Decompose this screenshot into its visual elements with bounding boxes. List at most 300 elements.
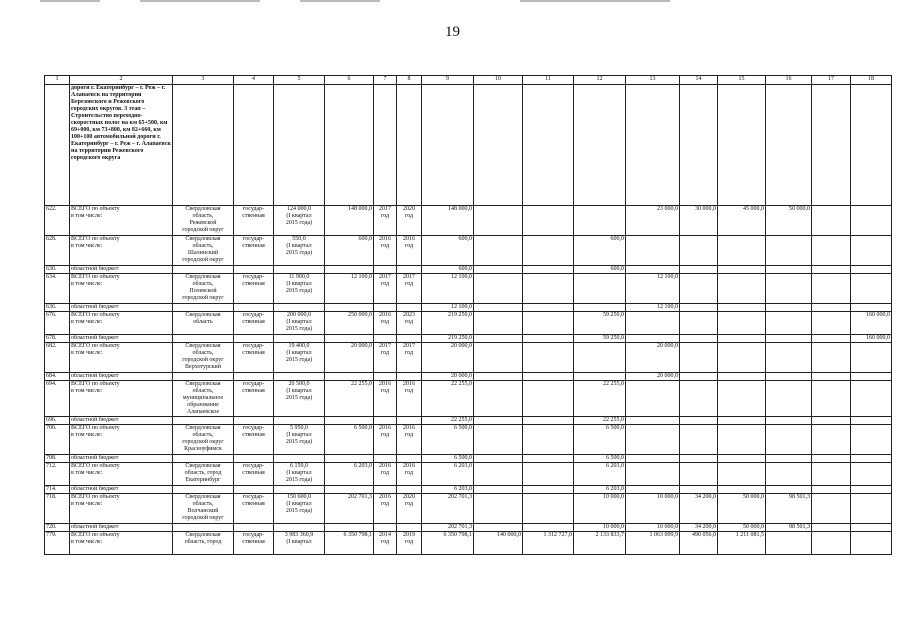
table-cell — [766, 373, 812, 381]
table-cell: ВСЕГО по объекту в том числе: — [70, 381, 173, 417]
budget-row — [45, 373, 892, 381]
table-cell — [812, 274, 851, 304]
table-cell: 12 100,0 — [626, 304, 680, 312]
table-cell: Свердловская область, город — [173, 532, 234, 555]
table-cell — [851, 381, 892, 417]
table-cell — [680, 304, 718, 312]
budget-row — [45, 304, 892, 312]
table-cell — [234, 304, 274, 312]
table-cell — [523, 486, 574, 494]
table-cell — [474, 206, 523, 236]
table-cell — [523, 304, 574, 312]
table-cell: ВСЕГО по объекту в том числе: — [70, 274, 173, 304]
header-row — [45, 76, 892, 85]
table-cell: 20 500,0 (I квартал 2015 года) — [274, 381, 325, 417]
table-cell — [474, 85, 523, 206]
table-cell — [851, 304, 892, 312]
table-cell: ВСЕГО по объекту в том числе: — [70, 206, 173, 236]
table-cell: 59 250,0 — [574, 312, 626, 335]
table-cell — [374, 455, 397, 463]
table-cell: 2016 год — [374, 312, 397, 335]
table-cell: 6 500,0 — [422, 425, 474, 455]
table-cell — [851, 85, 892, 206]
table-cell — [680, 381, 718, 417]
table-cell: 12 100,0 — [422, 274, 474, 304]
table-cell — [274, 335, 325, 343]
table-cell — [812, 524, 851, 532]
table-cell — [812, 312, 851, 335]
table-cell: 1 063 099,9 — [626, 532, 680, 555]
table-cell — [523, 312, 574, 335]
table-cell: Свердловская область, Шалинский городской округ — [173, 236, 234, 266]
table-cell — [325, 335, 374, 343]
table-cell — [234, 417, 274, 425]
table-cell — [851, 494, 892, 524]
table-cell: 12 100,0 — [422, 304, 474, 312]
budget-row — [45, 486, 892, 494]
table-cell — [626, 463, 680, 486]
table-cell: 684. — [45, 373, 70, 381]
table-cell: 718. — [45, 494, 70, 524]
table-cell: 2019 год — [397, 532, 422, 555]
table-cell — [766, 304, 812, 312]
table-cell: 779. — [45, 532, 70, 555]
table-cell: областной бюджет — [70, 524, 173, 532]
table-cell — [173, 304, 234, 312]
table-cell: 2014 год — [374, 532, 397, 555]
table-cell — [766, 425, 812, 455]
table-cell — [173, 524, 234, 532]
table-cell — [274, 486, 325, 494]
table-cell — [274, 417, 325, 425]
column-number: 7 — [374, 76, 397, 85]
column-number: 9 — [422, 76, 474, 85]
table-cell — [374, 524, 397, 532]
table-cell: ВСЕГО по объекту в том числе: — [70, 343, 173, 373]
column-number: 5 — [274, 76, 325, 85]
table-cell: областной бюджет — [70, 304, 173, 312]
table-cell — [680, 274, 718, 304]
table-cell: 22 255,0 — [422, 381, 474, 417]
table-cell — [766, 236, 812, 266]
object-row — [45, 532, 892, 555]
table-cell: 600,0 — [574, 266, 626, 274]
table-cell: 2017 год — [397, 343, 422, 373]
table-cell — [173, 335, 234, 343]
table-cell: 706. — [45, 425, 70, 455]
table-cell — [45, 85, 70, 206]
table-cell: 2017 год — [374, 343, 397, 373]
table-cell — [718, 236, 766, 266]
table-cell: 636. — [45, 304, 70, 312]
column-number: 18 — [851, 76, 892, 85]
table-cell: 10 000,0 — [574, 524, 626, 532]
object-row — [45, 312, 892, 335]
table-cell — [766, 335, 812, 343]
column-number: 11 — [523, 76, 574, 85]
table-cell: 676. — [45, 312, 70, 335]
column-number: 17 — [812, 76, 851, 85]
table-cell: Свердловская область, Режевской городской округ — [173, 206, 234, 236]
object-row — [45, 425, 892, 455]
object-row — [45, 494, 892, 524]
table-cell: 600,0 — [422, 236, 474, 266]
table-cell: 5 950,0 (I квартал 2015 года) — [274, 425, 325, 455]
table-cell — [766, 486, 812, 494]
table-cell: государ- ственная — [234, 532, 274, 555]
table-cell: 600,0 — [574, 236, 626, 266]
table-cell — [851, 417, 892, 425]
continuation-row — [45, 85, 892, 206]
table-cell: областной бюджет — [70, 417, 173, 425]
table-cell: 6 500,0 — [325, 425, 374, 455]
table-cell: 250 000,0 — [325, 312, 374, 335]
table-cell: 98 501,3 — [766, 524, 812, 532]
table-cell: 20 000,0 — [626, 373, 680, 381]
table-cell — [851, 274, 892, 304]
table-cell — [851, 206, 892, 236]
table-cell — [680, 312, 718, 335]
table-cell — [397, 266, 422, 274]
table-cell — [812, 532, 851, 555]
table-cell — [173, 455, 234, 463]
table-cell — [851, 455, 892, 463]
table-cell — [474, 524, 523, 532]
table-cell — [766, 274, 812, 304]
table-cell — [626, 266, 680, 274]
table-cell: 34 200,0 — [680, 494, 718, 524]
table-cell: 148 000,0 — [422, 206, 474, 236]
budget-row — [45, 335, 892, 343]
table-cell — [812, 85, 851, 206]
table-cell: Свердловская область, городской округ Верхотурский — [173, 343, 234, 373]
table-cell: 19 400,0 (I квартал 2015 года) — [274, 343, 325, 373]
table-cell: ВСЕГО по объекту в том числе: — [70, 425, 173, 455]
table-cell — [718, 85, 766, 206]
table-cell — [812, 417, 851, 425]
table-cell: 124 000,0 (I квартал 2015 года) — [274, 206, 325, 236]
table-cell — [523, 236, 574, 266]
table-cell: 10 000,0 — [626, 524, 680, 532]
table-cell — [766, 266, 812, 274]
table-cell — [523, 274, 574, 304]
table-cell: 694. — [45, 381, 70, 417]
table-cell: 2023 год — [397, 312, 422, 335]
table-cell: государ- ственная — [234, 381, 274, 417]
table-cell: 10 000,0 — [574, 494, 626, 524]
table-cell — [626, 236, 680, 266]
table-cell — [718, 343, 766, 373]
table-cell: 634. — [45, 274, 70, 304]
table-cell: 714. — [45, 486, 70, 494]
table-cell — [173, 417, 234, 425]
table-cell: 550,0 (I квартал 2015 года) — [274, 236, 325, 266]
table-cell: 682. — [45, 343, 70, 373]
table-cell — [766, 417, 812, 425]
budget-row — [45, 266, 892, 274]
table-cell — [325, 524, 374, 532]
table-cell: 2016 год — [397, 425, 422, 455]
table-cell — [523, 206, 574, 236]
table-cell — [626, 425, 680, 455]
table-cell — [851, 524, 892, 532]
table-cell: Свердловская область, Полевской городской округ — [173, 274, 234, 304]
table-cell — [680, 236, 718, 266]
table-cell: 1 312 727,0 — [523, 532, 574, 555]
table-cell: 202 701,3 — [325, 494, 374, 524]
table-cell: 50 000,0 — [718, 524, 766, 532]
table-cell — [173, 486, 234, 494]
table-cell — [474, 494, 523, 524]
table-cell — [812, 455, 851, 463]
table-cell: областной бюджет — [70, 335, 173, 343]
table-cell: 59 250,0 — [574, 335, 626, 343]
table-cell: 140 000,0 — [474, 532, 523, 555]
column-number: 10 — [474, 76, 523, 85]
table-cell: 160 000,0 — [851, 312, 892, 335]
table-cell: 678. — [45, 335, 70, 343]
object-description: дороги г. Екатеринбург – г. Реж – г. Алапаевск на территории Березовского и Режевского городских округов. 3 этап – Строительство переходно-скоростных полос на км 65+500, км 69+000, км 73+800, км 82+660, км 100+100 автомобильной дороги г. Екатеринбург – г. Реж – г. Алапаевск на территории Режевского городского округа — [70, 85, 173, 206]
table-cell: ВСЕГО по объекту в том числе: — [70, 532, 173, 555]
table-cell — [474, 274, 523, 304]
table-cell: 2016 год — [374, 463, 397, 486]
table-cell — [474, 236, 523, 266]
table-cell: 2 133 833,7 — [574, 532, 626, 555]
table-cell — [812, 206, 851, 236]
table-cell: 6 203,0 — [574, 486, 626, 494]
table-cell: 630. — [45, 266, 70, 274]
table-cell — [766, 312, 812, 335]
table-cell — [718, 463, 766, 486]
table-cell: 6 150,0 (I квартал 2015 года) — [274, 463, 325, 486]
table-cell — [851, 373, 892, 381]
table-cell: государ- ственная — [234, 494, 274, 524]
table-cell — [523, 343, 574, 373]
column-number: 14 — [680, 76, 718, 85]
table-cell — [812, 343, 851, 373]
table-cell: 2016 год — [374, 381, 397, 417]
table-cell — [474, 304, 523, 312]
table-cell: 22 255,0 — [574, 417, 626, 425]
table-cell — [325, 304, 374, 312]
table-cell — [523, 494, 574, 524]
table-cell — [374, 85, 397, 206]
table-cell — [766, 463, 812, 486]
table-cell: государ- ственная — [234, 274, 274, 304]
table-cell: 20 000,0 — [325, 343, 374, 373]
table-cell — [626, 417, 680, 425]
table-cell — [397, 85, 422, 206]
table-cell: 30 000,0 — [680, 206, 718, 236]
table-cell — [474, 455, 523, 463]
table-cell: 6 500,0 — [422, 455, 474, 463]
table-cell — [325, 266, 374, 274]
table-cell: государ- ственная — [234, 206, 274, 236]
table-cell: государ- ственная — [234, 312, 274, 335]
table-cell — [851, 236, 892, 266]
table-cell: 219 250,0 — [422, 312, 474, 335]
table-cell: 600,0 — [325, 236, 374, 266]
table-cell: 98 501,3 — [766, 494, 812, 524]
table-cell — [173, 266, 234, 274]
table-cell: 2017 год — [374, 206, 397, 236]
table-cell — [851, 463, 892, 486]
table-cell — [718, 304, 766, 312]
table-cell — [812, 266, 851, 274]
table-cell — [234, 486, 274, 494]
table-cell: 219 250,0 — [422, 335, 474, 343]
table-cell — [812, 236, 851, 266]
table-cell: 6 500,0 — [574, 455, 626, 463]
table-cell — [574, 304, 626, 312]
table-cell: 2016 год — [374, 236, 397, 266]
table-cell — [680, 373, 718, 381]
table-cell — [397, 304, 422, 312]
table-cell — [766, 85, 812, 206]
table-cell — [812, 425, 851, 455]
table-cell: 6 350 798,1 — [422, 532, 474, 555]
table-cell: 11 900,0 (I квартал 2015 года) — [274, 274, 325, 304]
table-cell — [374, 304, 397, 312]
table-cell: 148 000,0 — [325, 206, 374, 236]
table-cell: 2016 год — [397, 463, 422, 486]
table-cell: областной бюджет — [70, 266, 173, 274]
column-number: 1 — [45, 76, 70, 85]
table-cell: 490 056,0 — [680, 532, 718, 555]
table-cell — [234, 85, 274, 206]
table-cell — [325, 486, 374, 494]
table-cell — [474, 335, 523, 343]
table-cell — [474, 425, 523, 455]
table-cell — [234, 455, 274, 463]
table-cell: 202 701,3 — [422, 494, 474, 524]
table-cell: 12 100,0 — [325, 274, 374, 304]
table-cell: 6 203,0 — [325, 463, 374, 486]
table-cell — [523, 463, 574, 486]
column-number: 3 — [173, 76, 234, 85]
table-cell — [474, 373, 523, 381]
table-cell — [851, 266, 892, 274]
table-cell — [766, 532, 812, 555]
table-cell — [374, 373, 397, 381]
table-cell: Свердловская область — [173, 312, 234, 335]
table-cell — [851, 486, 892, 494]
column-number: 13 — [626, 76, 680, 85]
table-cell — [374, 417, 397, 425]
table-cell: 696. — [45, 417, 70, 425]
table-cell — [626, 85, 680, 206]
table-cell — [523, 381, 574, 417]
table-cell — [234, 524, 274, 532]
table-cell — [574, 373, 626, 381]
table-cell: ВСЕГО по объекту в том числе: — [70, 463, 173, 486]
table-cell — [574, 206, 626, 236]
table-cell: 600,0 — [422, 266, 474, 274]
table-cell — [523, 455, 574, 463]
table-cell — [173, 373, 234, 381]
table-cell: областной бюджет — [70, 455, 173, 463]
table-cell: Свердловская область, городской округ Красноуфимск — [173, 425, 234, 455]
object-row — [45, 343, 892, 373]
table-cell — [397, 417, 422, 425]
table-cell — [173, 85, 234, 206]
table-cell — [626, 335, 680, 343]
table-cell — [851, 425, 892, 455]
table-cell: областной бюджет — [70, 486, 173, 494]
column-number: 6 — [325, 76, 374, 85]
table-cell: 50 000,0 — [718, 494, 766, 524]
table-cell: 6 203,0 — [574, 463, 626, 486]
table-cell: государ- ственная — [234, 236, 274, 266]
table-cell: 3 983 360,9 (I квартал — [274, 532, 325, 555]
budget-row — [45, 417, 892, 425]
table-cell — [474, 486, 523, 494]
table-cell — [474, 417, 523, 425]
table-cell: 34 200,0 — [680, 524, 718, 532]
table-cell: 2020 год — [397, 206, 422, 236]
financing-table — [44, 75, 892, 555]
table-cell: 712. — [45, 463, 70, 486]
table-cell: 202 701,3 — [422, 524, 474, 532]
table-cell: 20 000,0 — [422, 343, 474, 373]
table-cell: 20 000,0 — [422, 373, 474, 381]
table-cell: 2016 год — [397, 381, 422, 417]
column-number: 4 — [234, 76, 274, 85]
table-cell — [397, 455, 422, 463]
table-cell: 50 000,0 — [766, 206, 812, 236]
table-cell — [766, 381, 812, 417]
table-cell — [325, 85, 374, 206]
table-cell — [523, 335, 574, 343]
table-cell — [718, 417, 766, 425]
column-number: 16 — [766, 76, 812, 85]
table-cell — [397, 373, 422, 381]
table-cell — [274, 455, 325, 463]
table-cell — [718, 274, 766, 304]
table-cell: Свердловская область, Волчанский городской округ — [173, 494, 234, 524]
table-cell: 45 000,0 — [718, 206, 766, 236]
table-cell: 22 255,0 — [325, 381, 374, 417]
table-cell: 6 203,0 — [422, 463, 474, 486]
table-cell: 622. — [45, 206, 70, 236]
table-cell — [812, 304, 851, 312]
table-cell — [325, 417, 374, 425]
table-cell: 6 350 798,1 — [325, 532, 374, 555]
table-cell — [812, 381, 851, 417]
table-cell — [766, 343, 812, 373]
table-cell — [574, 274, 626, 304]
table-cell — [574, 85, 626, 206]
table-cell — [812, 486, 851, 494]
table-cell — [523, 373, 574, 381]
table-cell — [397, 335, 422, 343]
table-cell: 6 203,0 — [422, 486, 474, 494]
table-cell — [626, 312, 680, 335]
table-cell: 2016 год — [397, 236, 422, 266]
table-cell — [680, 343, 718, 373]
object-row — [45, 274, 892, 304]
table-cell — [718, 373, 766, 381]
table-cell: 10 000,0 — [626, 494, 680, 524]
table-cell: 1 211 081,5 — [718, 532, 766, 555]
table-cell — [274, 524, 325, 532]
table-cell — [234, 373, 274, 381]
table-cell — [474, 463, 523, 486]
table-cell — [474, 266, 523, 274]
table-cell: государ- ственная — [234, 343, 274, 373]
table-cell — [718, 425, 766, 455]
column-number: 8 — [397, 76, 422, 85]
